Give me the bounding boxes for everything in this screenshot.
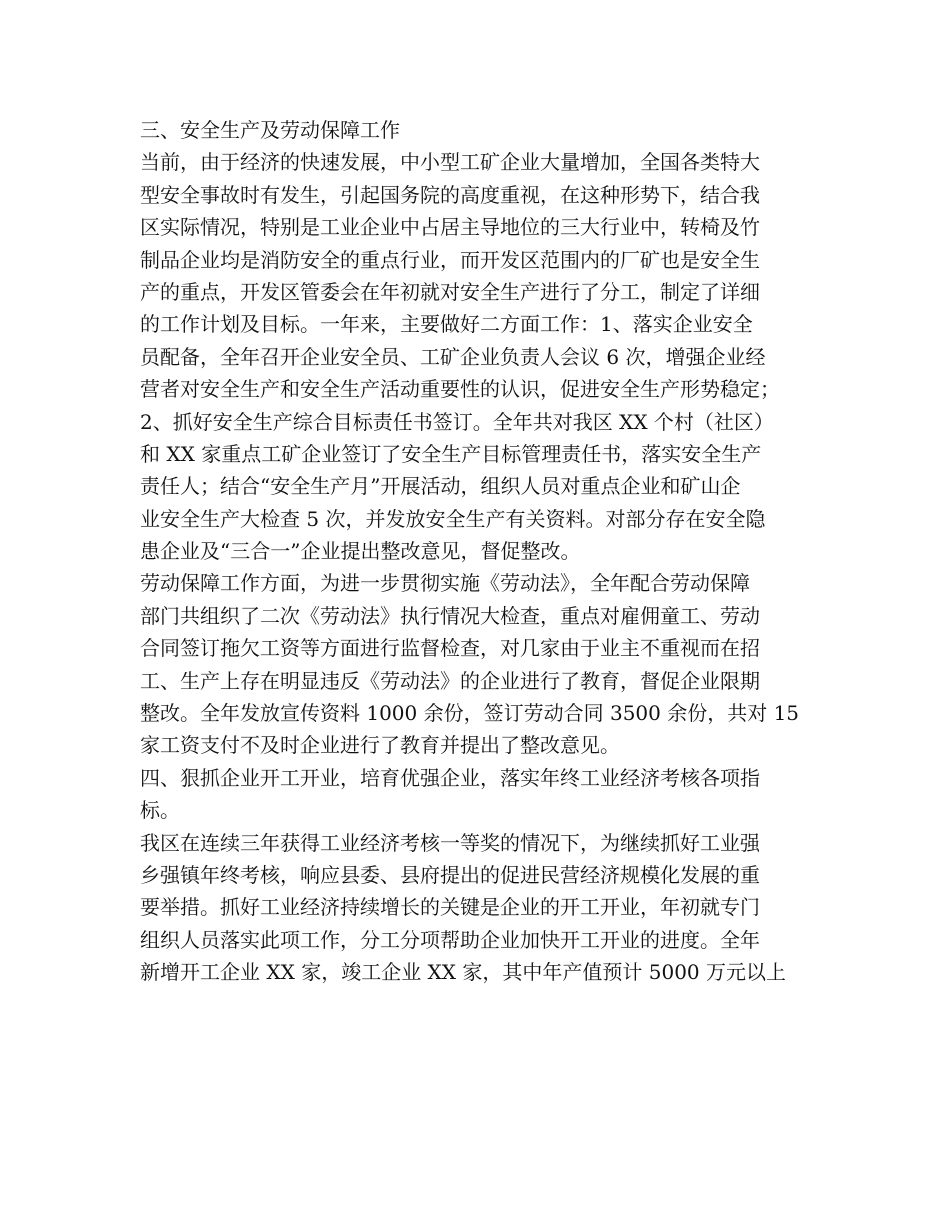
text-line: 乡强镇年终考核，响应县委、县府提出的促进民营经济规模化发展的重: [140, 862, 760, 887]
text-line: 部门共组织了二次《劳动法》执行情况大检查，重点对雇佣童工、劳动: [140, 603, 760, 628]
text-line: 营者对安全生产和安全生产活动重要性的认识，促进安全生产形势稳定；: [140, 377, 780, 402]
text-line: 区实际情况，特别是工业企业中占居主导地位的三大行业中，转椅及竹: [140, 215, 760, 240]
text-line: 标。: [140, 798, 180, 823]
text-line: 组织人员落实此项工作，分工分项帮助企业加快开工开业的进度。全年: [140, 927, 760, 952]
body-text: [140, 114, 830, 989]
text-line: 员配备，全年召开企业安全员、工矿企业负责人会议 6 次，增强企业经: [140, 344, 766, 369]
text-line: 家工资支付不及时企业进行了教育并提出了整改意见。: [140, 733, 620, 758]
text-line: 业安全生产大检查 5 次，并发放安全生产有关资料。对部分存在安全隐: [140, 506, 766, 531]
text-line: 2、抓好安全生产综合目标责任书签订。全年共对我区 XX 个村（社区）: [140, 409, 774, 434]
text-line: 责任人；结合“安全生产月”开展活动，组织人员对重点企业和矿山企: [140, 474, 741, 499]
text-line: 合同签订拖欠工资等方面进行监督检查，对几家由于业主不重视而在招: [140, 636, 760, 661]
text-line: 我区在连续三年获得工业经济考核一等奖的情况下，为继续抓好工业强: [140, 830, 760, 855]
text-line: 工、生产上存在明显违反《劳动法》的企业进行了教育，督促企业限期: [140, 668, 760, 693]
text-line: 制品企业均是消防安全的重点行业，而开发区范围内的厂矿也是安全生: [140, 247, 760, 272]
text-line: 患企业及“三合一”企业提出整改意见，督促整改。: [140, 539, 581, 564]
text-line: 整改。全年发放宣传资料 1000 余份，签订劳动合同 3500 余份，共对 15: [140, 701, 800, 726]
text-line: 的工作计划及目标。一年来，主要做好二方面工作：1、落实企业安全: [140, 312, 753, 337]
text-line-section-heading: 三、安全生产及劳动保障工作: [140, 118, 400, 142]
text-line: 产的重点，开发区管委会在年初就对安全生产进行了分工，制定了详细: [140, 279, 760, 304]
text-line-section-heading: 四、狠抓企业开工开业，培育优强企业，落实年终工业经济考核各项指: [140, 765, 760, 790]
text-line: 和 XX 家重点工矿企业签订了安全生产目标管理责任书，落实安全生产: [140, 441, 762, 466]
text-line: 要举措。抓好工业经济持续增长的关键是企业的开工开业，年初就专门: [140, 895, 760, 920]
text-line: 当前，由于经济的快速发展，中小型工矿企业大量增加，全国各类特大: [140, 150, 760, 175]
text-line: 型安全事故时有发生，引起国务院的高度重视，在这种形势下，结合我: [140, 182, 760, 207]
text-line: 劳动保障工作方面，为进一步贯彻实施《劳动法》，全年配合劳动保障: [140, 571, 750, 596]
text-line: 新增开工企业 XX 家，竣工企业 XX 家，其中年产值预计 5000 万元以上: [140, 960, 786, 985]
